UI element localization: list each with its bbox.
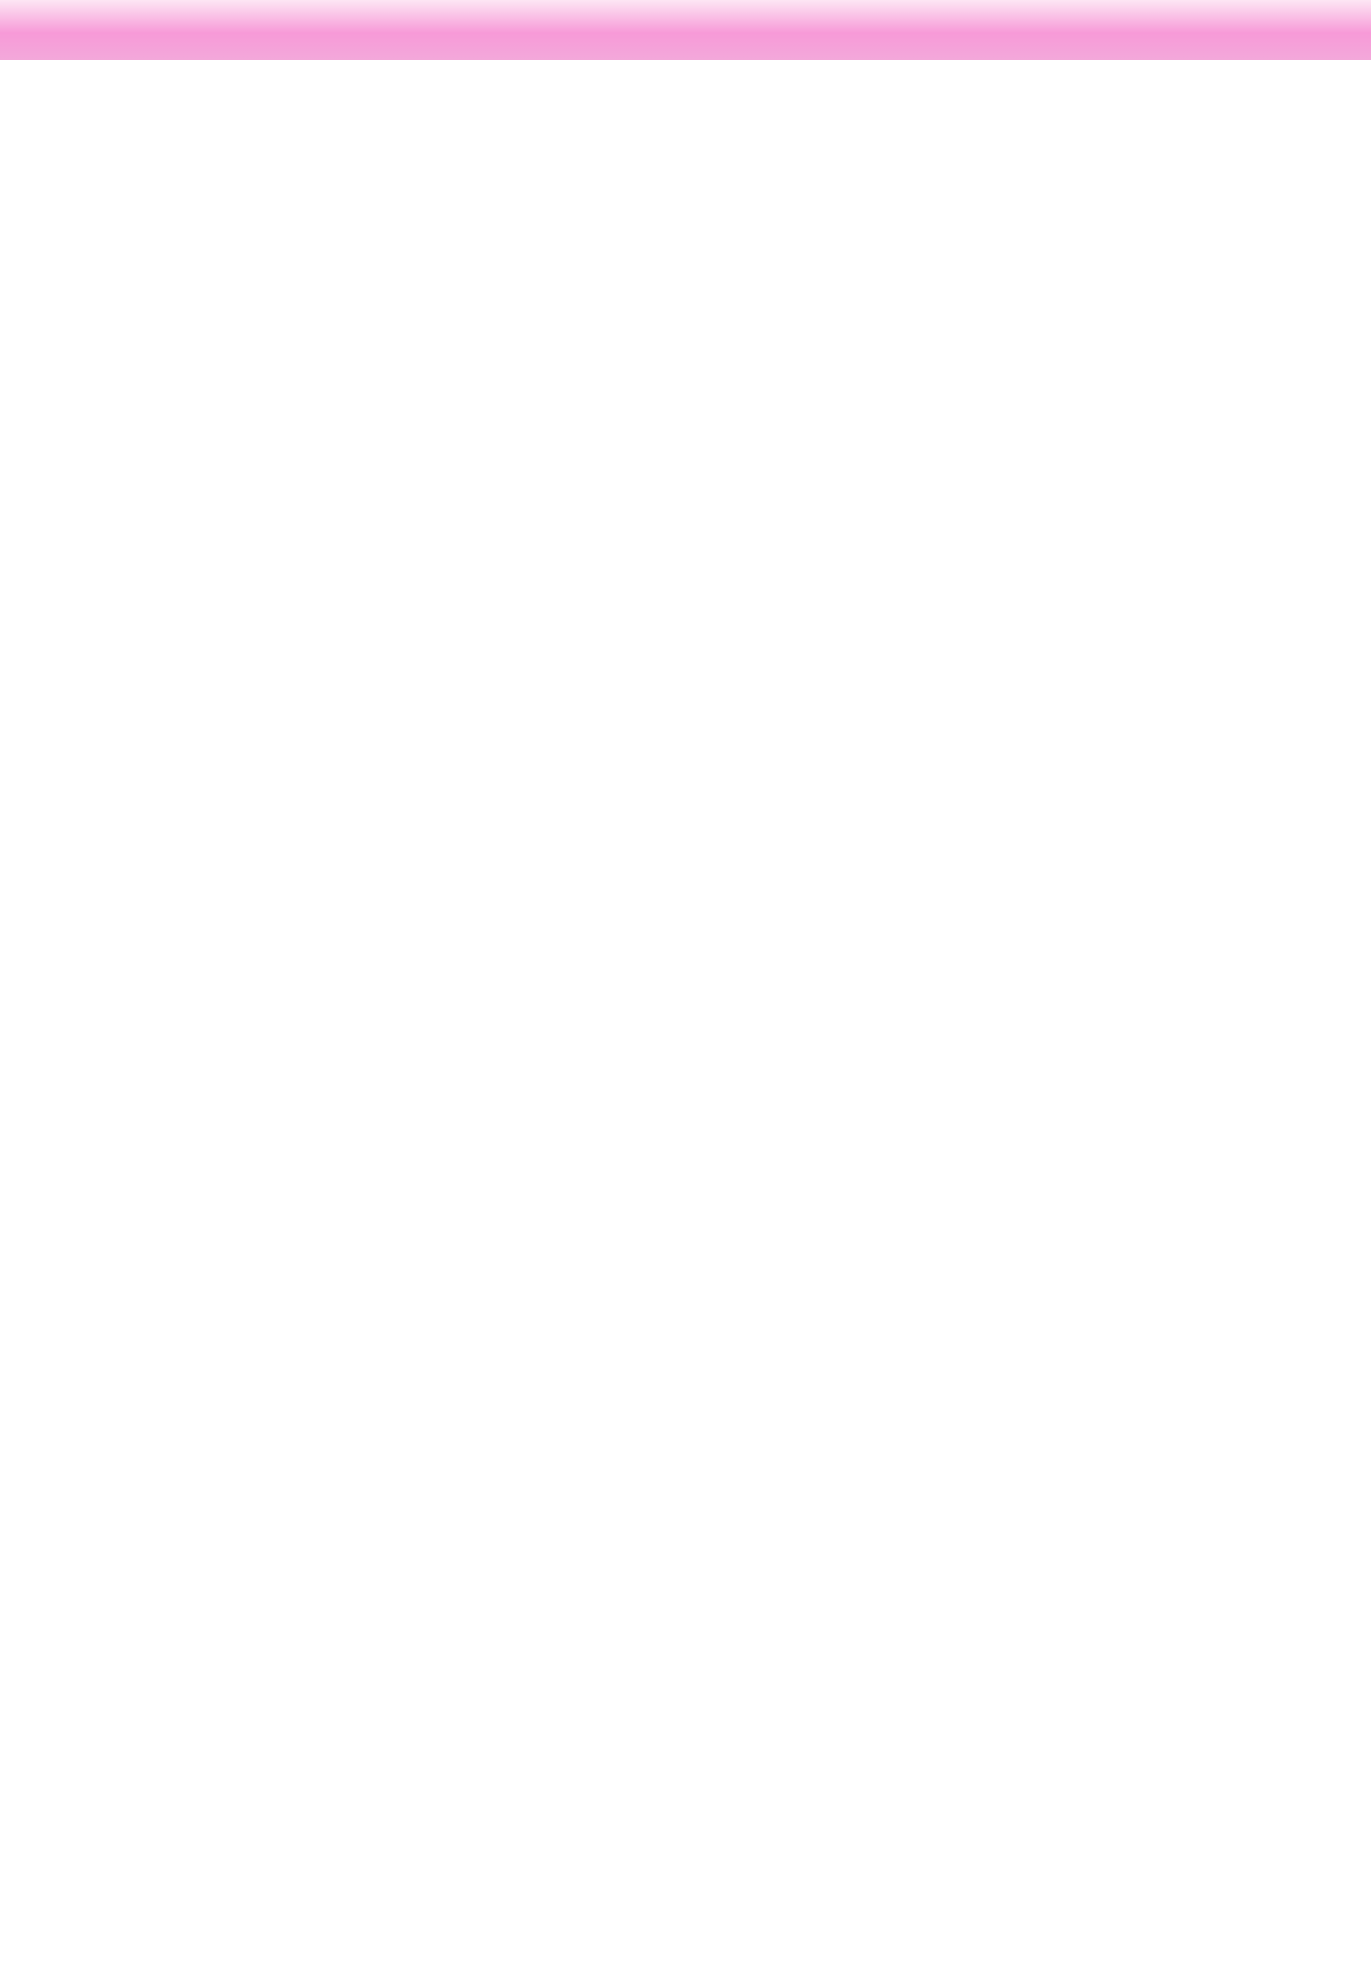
page-title <box>0 0 1371 60</box>
